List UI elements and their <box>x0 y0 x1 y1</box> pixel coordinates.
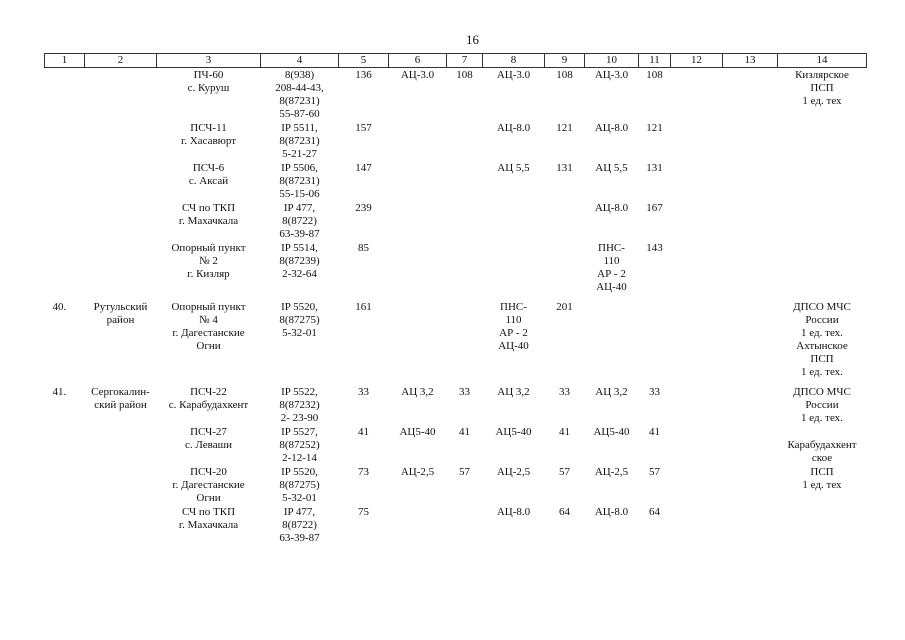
cell-line: ПНС- <box>500 301 527 313</box>
cell-line: с. Аксай <box>188 175 229 187</box>
column-number-header: 9 <box>545 54 585 68</box>
distance-cell: 64 <box>649 506 660 518</box>
district-cell <box>85 68 157 122</box>
distance-cell: 75 <box>358 506 369 518</box>
distance-cell <box>447 505 483 545</box>
cell-line: АЦ 5,5 <box>497 162 530 174</box>
cell-line: АЦ 3,2 <box>497 386 530 398</box>
empty-cell <box>723 300 778 379</box>
cell-line: ское <box>811 452 833 464</box>
cell-line: г. Хасавюрт <box>180 135 237 147</box>
vehicle-cell <box>483 465 545 505</box>
vehicle-cell <box>483 241 545 294</box>
cell-line: Карабудахкент <box>787 439 857 451</box>
distance-cell: 201 <box>556 301 573 313</box>
cell-line: IP 477, <box>283 506 316 518</box>
district-cell <box>85 465 157 505</box>
row-number <box>45 201 85 241</box>
vehicle-cell <box>585 161 639 201</box>
cell-line: 8(87239) <box>279 255 320 267</box>
cell-line: АЦ5-40 <box>593 426 630 438</box>
cell-line: с. Леваши <box>185 439 232 451</box>
distance-cell: 33 <box>459 386 470 398</box>
vehicle-cell <box>585 465 639 505</box>
cell-line: район <box>106 314 135 326</box>
cell-line: АЦ5-40 <box>495 426 532 438</box>
cell-line: 8(87231) <box>279 95 320 107</box>
empty-cell <box>671 300 723 379</box>
phone-cell <box>261 161 339 201</box>
cell-line: ский район <box>94 399 147 411</box>
unit-cell <box>157 425 261 465</box>
district-cell <box>85 385 157 425</box>
row-number: 40. <box>52 301 67 313</box>
vehicle-cell <box>585 201 639 241</box>
cell-line: IP 5511, <box>281 122 318 134</box>
distance-cell: 57 <box>459 466 470 478</box>
cell-line: АЦ-2,5 <box>594 466 629 478</box>
distance-cell: 33 <box>649 386 660 398</box>
empty-cell <box>723 201 778 241</box>
empty-cell <box>671 161 723 201</box>
cell-line: ПЧ-60 <box>193 69 224 81</box>
cell-line: г. Дагестанские <box>172 327 245 339</box>
cell-line: IP 477, <box>283 202 316 214</box>
phone-cell <box>261 241 339 294</box>
cell-line: 8(87275) <box>279 479 320 491</box>
row-number <box>45 505 85 545</box>
note-cell <box>778 161 867 201</box>
cell-line: 8(87231) <box>279 135 320 147</box>
cell-line: 8(87231) <box>279 175 320 187</box>
cell-line: с. Куруш <box>187 82 230 94</box>
fire-units-table <box>44 53 867 545</box>
cell-line: АЦ-8.0 <box>594 122 629 134</box>
cell-line: Огни <box>196 340 221 352</box>
cell-line: АЦ-8.0 <box>496 122 531 134</box>
column-number-header: 13 <box>723 54 778 68</box>
cell-line: 208-44-43, <box>275 82 324 94</box>
cell-line: ПСП <box>810 353 834 365</box>
cell-line: 63-39-87 <box>279 228 320 240</box>
empty-cell <box>723 68 778 122</box>
cell-line: 1 ед. тех. <box>801 366 843 378</box>
distance-cell <box>545 241 585 294</box>
cell-line: Огни <box>196 492 221 504</box>
column-number-header: 7 <box>447 54 483 68</box>
cell-line: IP 5514, <box>281 242 318 254</box>
cell-line: № 4 <box>199 314 218 326</box>
distance-cell <box>639 300 671 379</box>
cell-line: АЦ 3,2 <box>595 386 628 398</box>
vehicle-cell <box>585 68 639 122</box>
cell-line: 1 ед. тех. <box>801 412 843 424</box>
table-row <box>45 241 867 294</box>
district-cell <box>85 161 157 201</box>
distance-cell: 57 <box>649 466 660 478</box>
distance-cell: 239 <box>355 202 372 214</box>
phone-cell <box>261 68 339 122</box>
empty-cell <box>723 385 778 425</box>
cell-line: России <box>805 399 839 411</box>
distance-cell: 108 <box>456 69 473 81</box>
distance-cell <box>447 300 483 379</box>
unit-cell <box>157 385 261 425</box>
cell-line: 5-32-01 <box>282 492 317 504</box>
vehicle-cell <box>585 121 639 161</box>
distance-cell: 167 <box>646 202 663 214</box>
distance-cell: 136 <box>355 69 372 81</box>
cell-line: ПСЧ-6 <box>192 162 225 174</box>
distance-cell: 41 <box>559 426 570 438</box>
cell-line: IP 5506, <box>281 162 318 174</box>
column-number-header: 4 <box>261 54 339 68</box>
note-cell <box>778 300 867 379</box>
table-row <box>45 161 867 201</box>
cell-line: г. Махачкала <box>178 215 239 227</box>
cell-line: 110 <box>603 255 620 267</box>
table-row <box>45 425 867 465</box>
row-number <box>45 121 85 161</box>
cell-line: г. Дагестанские <box>172 479 245 491</box>
row-number <box>45 68 85 122</box>
district-cell <box>85 241 157 294</box>
cell-line: АЦ-8.0 <box>594 202 629 214</box>
cell-line: IP 5527, <box>281 426 318 438</box>
distance-cell: 157 <box>355 122 372 134</box>
cell-line: АЦ-40 <box>596 281 627 293</box>
cell-line: 55-15-06 <box>279 188 320 200</box>
cell-line: СЧ по ТКП <box>181 202 236 214</box>
cell-line: ДПСО МЧС <box>793 386 851 398</box>
distance-cell <box>545 201 585 241</box>
vehicle-cell <box>483 300 545 379</box>
cell-line: 1 ед. тех. <box>801 327 843 339</box>
cell-line: IP 5522, <box>281 386 318 398</box>
phone-cell <box>261 505 339 545</box>
vehicle-cell <box>483 425 545 465</box>
column-number-header: 2 <box>85 54 157 68</box>
column-number-header: 3 <box>157 54 261 68</box>
empty-cell <box>671 385 723 425</box>
empty-cell <box>671 241 723 294</box>
cell-line: АР - 2 <box>597 268 626 280</box>
cell-line: с. Карабудахкент <box>168 399 249 411</box>
phone-cell <box>261 201 339 241</box>
empty-cell <box>671 425 723 465</box>
note-cell <box>778 505 867 545</box>
vehicle-cell <box>389 161 447 201</box>
cell-line: ПСЧ-27 <box>190 426 227 438</box>
cell-line: 8(87252) <box>279 439 320 451</box>
unit-cell <box>157 465 261 505</box>
page-number: 16 <box>466 32 479 47</box>
cell-line: Кизлярское <box>795 69 849 81</box>
vehicle-cell: АЦ 3,2 <box>401 386 434 398</box>
cell-line: ПСЧ-11 <box>190 122 227 134</box>
empty-cell <box>671 121 723 161</box>
phone-cell <box>261 121 339 161</box>
phone-cell <box>261 425 339 465</box>
distance-cell <box>447 241 483 294</box>
cell-line: АЦ-8.0 <box>594 506 629 518</box>
cell-line: 63-39-87 <box>279 532 320 544</box>
unit-cell <box>157 300 261 379</box>
cell-line: АЦ-3.0 <box>594 69 629 81</box>
cell-line: 8(8722) <box>282 215 317 227</box>
column-number-header: 10 <box>585 54 639 68</box>
cell-line: Сергокалин- <box>91 386 150 398</box>
cell-line: ПСЧ-22 <box>190 386 227 398</box>
district-cell <box>85 121 157 161</box>
table-row <box>45 300 867 379</box>
vehicle-cell <box>389 505 447 545</box>
unit-cell <box>157 505 261 545</box>
district-cell <box>85 425 157 465</box>
district-cell <box>85 505 157 545</box>
note-cell <box>778 121 867 161</box>
distance-cell: 131 <box>646 162 663 174</box>
unit-cell <box>157 161 261 201</box>
distance-cell: 57 <box>559 466 570 478</box>
unit-cell <box>157 68 261 122</box>
cell-line: г. Махачкала <box>178 519 239 531</box>
empty-cell <box>723 465 778 505</box>
note-cell <box>778 68 867 122</box>
note-cell <box>778 241 867 294</box>
unit-cell <box>157 121 261 161</box>
cell-line: 1 ед. тех <box>802 479 842 491</box>
vehicle-cell: АЦ-3.0 <box>400 69 435 81</box>
cell-line: 2-32-64 <box>282 268 317 280</box>
distance-cell: 121 <box>646 122 663 134</box>
empty-cell <box>723 121 778 161</box>
vehicle-cell <box>585 505 639 545</box>
cell-line: СЧ по ТКП <box>181 506 236 518</box>
distance-cell: 131 <box>556 162 573 174</box>
phone-cell <box>261 465 339 505</box>
distance-cell: 33 <box>559 386 570 398</box>
table-row <box>45 465 867 505</box>
table-row <box>45 121 867 161</box>
table-row <box>45 505 867 545</box>
cell-line: 55-87-60 <box>279 108 320 120</box>
cell-line: Рутульский <box>93 301 148 313</box>
table-row <box>45 385 867 425</box>
vehicle-cell: АЦ-2,5 <box>400 466 435 478</box>
cell-line: Ахтынское <box>796 340 848 352</box>
row-number <box>45 161 85 201</box>
empty-cell <box>723 161 778 201</box>
vehicle-cell <box>585 425 639 465</box>
column-number-header: 12 <box>671 54 723 68</box>
distance-cell: 143 <box>646 242 663 254</box>
cell-line: АР - 2 <box>499 327 528 339</box>
vehicle-cell: АЦ5-40 <box>399 426 436 438</box>
table-row <box>45 68 867 122</box>
empty-cell <box>671 68 723 122</box>
cell-line: г. Кизляр <box>187 268 230 280</box>
cell-line: Опорный пункт <box>171 301 246 313</box>
cell-line: № 2 <box>199 255 218 267</box>
cell-line: IP 5520, <box>281 301 318 313</box>
distance-cell: 121 <box>556 122 573 134</box>
distance-cell: 85 <box>358 242 369 254</box>
unit-cell <box>157 201 261 241</box>
row-number: 41. <box>52 386 67 398</box>
distance-cell: 108 <box>556 69 573 81</box>
cell-line: ПНС- <box>598 242 625 254</box>
distance-cell <box>447 201 483 241</box>
distance-cell: 41 <box>459 426 470 438</box>
column-number-header: 6 <box>389 54 447 68</box>
column-number-header: 5 <box>339 54 389 68</box>
cell-line: 110 <box>505 314 522 326</box>
empty-cell <box>671 465 723 505</box>
empty-cell <box>671 201 723 241</box>
vehicle-cell <box>585 300 639 379</box>
vehicle-cell <box>483 68 545 122</box>
note-cell <box>778 201 867 241</box>
note-cell <box>778 385 867 425</box>
row-number <box>45 425 85 465</box>
phone-cell <box>261 385 339 425</box>
vehicle-cell <box>389 300 447 379</box>
unit-cell <box>157 241 261 294</box>
cell-line: АЦ-2,5 <box>496 466 531 478</box>
vehicle-cell <box>389 121 447 161</box>
empty-cell <box>723 505 778 545</box>
distance-cell <box>447 121 483 161</box>
cell-line: 8(938) <box>284 69 315 81</box>
distance-cell <box>447 161 483 201</box>
vehicle-cell <box>585 385 639 425</box>
cell-line: 2-12-14 <box>282 452 317 464</box>
cell-line: АЦ-3.0 <box>496 69 531 81</box>
vehicle-cell <box>585 241 639 294</box>
vehicle-cell <box>483 161 545 201</box>
note-cell <box>778 465 867 505</box>
empty-cell <box>671 505 723 545</box>
cell-line: АЦ-40 <box>498 340 529 352</box>
row-number <box>45 241 85 294</box>
cell-line: 8(8722) <box>282 519 317 531</box>
row-number <box>45 465 85 505</box>
note-cell <box>778 425 867 465</box>
distance-cell: 33 <box>358 386 369 398</box>
table-row <box>45 201 867 241</box>
vehicle-cell <box>483 385 545 425</box>
empty-cell <box>723 425 778 465</box>
column-number-header: 1 <box>45 54 85 68</box>
vehicle-cell <box>389 241 447 294</box>
distance-cell: 41 <box>649 426 660 438</box>
cell-line: России <box>805 314 839 326</box>
cell-line: Опорный пункт <box>171 242 246 254</box>
district-cell <box>85 300 157 379</box>
cell-line: 5-21-27 <box>282 148 317 160</box>
cell-line: 1 ед. тех <box>802 95 842 107</box>
distance-cell: 73 <box>358 466 369 478</box>
vehicle-cell <box>389 201 447 241</box>
vehicle-cell <box>483 201 545 241</box>
vehicle-cell <box>483 505 545 545</box>
cell-line: АЦ-8.0 <box>496 506 531 518</box>
distance-cell: 147 <box>355 162 372 174</box>
cell-line: ПСП <box>810 82 834 94</box>
phone-cell <box>261 300 339 379</box>
cell-line: 5-32-01 <box>282 327 317 339</box>
column-number-header: 8 <box>483 54 545 68</box>
cell-line: 2- 23-90 <box>280 412 319 424</box>
distance-cell: 64 <box>559 506 570 518</box>
distance-cell: 108 <box>646 69 663 81</box>
cell-line: ДПСО МЧС <box>793 301 851 313</box>
cell-line: ПСП <box>810 466 834 478</box>
cell-line: 8(87232) <box>279 399 320 411</box>
column-number-header: 11 <box>639 54 671 68</box>
column-number-header-row <box>45 54 867 68</box>
column-number-header: 14 <box>778 54 867 68</box>
vehicle-cell <box>483 121 545 161</box>
district-cell <box>85 201 157 241</box>
cell-line: ПСЧ-20 <box>190 466 227 478</box>
cell-line: IP 5520, <box>281 466 318 478</box>
cell-line <box>778 426 867 439</box>
cell-line: 8(87275) <box>279 314 320 326</box>
empty-cell <box>723 241 778 294</box>
distance-cell: 161 <box>355 301 372 313</box>
table-body <box>45 68 867 546</box>
distance-cell: 41 <box>358 426 369 438</box>
cell-line: АЦ 5,5 <box>595 162 628 174</box>
